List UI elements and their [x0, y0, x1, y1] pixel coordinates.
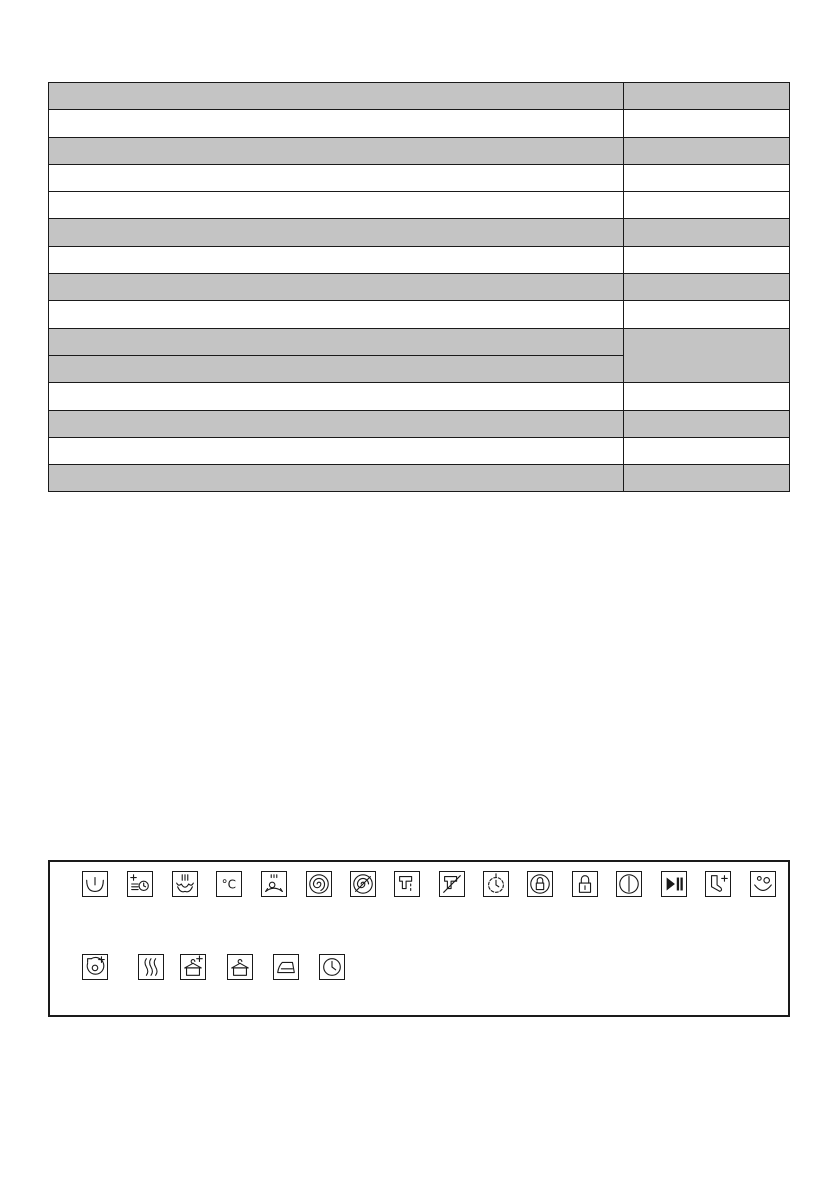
table-cell-value [624, 164, 790, 191]
prewash-icon [261, 871, 287, 897]
table-row [49, 465, 790, 492]
table-cell-value [624, 219, 790, 246]
stain-icon [750, 871, 776, 897]
table-row [49, 328, 790, 355]
no-spin-icon [350, 871, 376, 897]
table-cell-label [49, 164, 624, 191]
table-cell-value [624, 410, 790, 437]
table-cell-value [624, 137, 790, 164]
table-cell-label [49, 465, 624, 492]
table-cell-label [49, 328, 624, 355]
dry-heat-icon [138, 954, 164, 980]
table-row [49, 192, 790, 219]
drum-clean-icon [82, 954, 108, 980]
no-rinse-icon [439, 871, 465, 897]
time-dry-icon [319, 954, 345, 980]
table-cell-label [49, 246, 624, 273]
table-cell-label [49, 410, 624, 437]
delay-timer-icon [127, 871, 153, 897]
sock-plus-icon [705, 871, 731, 897]
icon-legend-panel [48, 860, 790, 1017]
table-cell-label [49, 192, 624, 219]
table-cell-label [49, 219, 624, 246]
water-basin-icon [82, 871, 108, 897]
table-cell-label [49, 437, 624, 464]
table-cell-value [624, 437, 790, 464]
table-row [49, 246, 790, 273]
table-row [49, 219, 790, 246]
table-cell-value [624, 83, 790, 110]
hanger-dry-icon [227, 954, 253, 980]
table-cell-value [624, 328, 790, 383]
table-cell-value [624, 110, 790, 137]
temperature-icon [216, 871, 242, 897]
table-cell-label [49, 274, 624, 301]
table-row [49, 164, 790, 191]
table-row [49, 410, 790, 437]
quick-time-icon [483, 871, 509, 897]
iron-dry-icon [273, 954, 299, 980]
table-cell-value [624, 465, 790, 492]
table-cell-label [49, 383, 624, 410]
table-cell-value [624, 192, 790, 219]
table-cell-label [49, 301, 624, 328]
table-row [49, 110, 790, 137]
start-pause-icon [661, 871, 687, 897]
table-cell-label [49, 110, 624, 137]
table-cell-value [624, 246, 790, 273]
table-cell-value [624, 274, 790, 301]
table-row [49, 437, 790, 464]
table-cell-label [49, 355, 624, 382]
table-cell-label [49, 137, 624, 164]
table-row [49, 137, 790, 164]
spin-icon [306, 871, 332, 897]
extra-dry-icon [180, 954, 206, 980]
table-cell-value [624, 301, 790, 328]
power-icon [616, 871, 642, 897]
steam-wash-icon [172, 871, 198, 897]
table-cell-value [624, 383, 790, 410]
table-cell-label [49, 83, 624, 110]
table-row [49, 301, 790, 328]
spec-table [48, 82, 790, 492]
svg-text:°C: °C [221, 877, 237, 892]
child-lock-icon [527, 871, 553, 897]
table-row [49, 274, 790, 301]
door-lock-icon [572, 871, 598, 897]
rinse-tap-icon [394, 871, 420, 897]
table-row [49, 383, 790, 410]
table-row [49, 83, 790, 110]
